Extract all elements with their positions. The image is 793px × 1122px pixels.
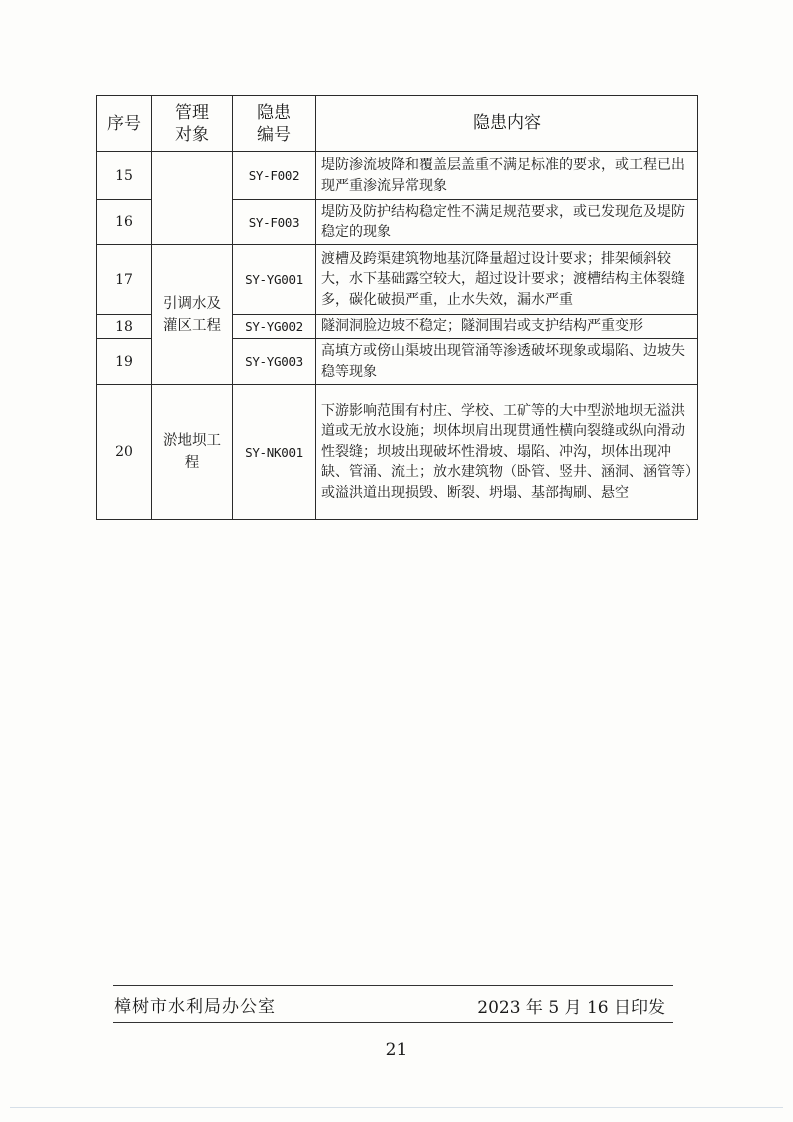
header-seq: 序号 [97, 96, 152, 152]
row-content: 堤防渗流坡降和覆盖层盖重不满足标准的要求，或工程已出现严重渗流异常现象 [316, 152, 698, 200]
page-number: 21 [385, 1040, 408, 1060]
row-code: SY-NK001 [233, 385, 316, 520]
row-seq: 20 [97, 385, 152, 520]
row-code: SY-YG001 [233, 245, 316, 315]
header-object: 管理对象 [152, 96, 233, 152]
scan-edge-line [10, 1107, 783, 1108]
row-content: 渡槽及跨渠建筑物地基沉降量超过设计要求；排架倾斜较大，水下基础露空较大，超过设计要求；渡槽结构主体裂缝多，碳化破损严重，止水失效，漏水严重 [316, 245, 698, 315]
footer-date: 2023 年 5 月 16 日印发 [477, 998, 665, 1018]
row-seq: 18 [97, 315, 152, 339]
row-content: 下游影响范围有村庄、学校、工矿等的大中型淤地坝无溢洪道或无放水设施；坝体坝肩出现贯通性横向裂缝或纵向滑动性裂缝；坝坡出现破坏性滑坡、塌陷、冲沟，坝体出现冲缺、管涌、流土；放水建筑物（卧管、竖井、涵洞、涵管等）或溢洪道出现损毁、断裂、坍塌、基部掏刷、悬空 [316, 385, 698, 520]
header-code: 隐患编号 [233, 96, 316, 152]
row-content: 隧洞洞脸边坡不稳定；隧洞围岩或支护结构严重变形 [316, 315, 698, 339]
hazard-table [96, 95, 698, 520]
row-code: SY-YG003 [233, 339, 316, 385]
footer-divider-top [113, 985, 673, 986]
table-header-row [97, 96, 698, 152]
row-seq: 15 [97, 152, 152, 200]
row-seq: 16 [97, 200, 152, 245]
row-content: 高填方或傍山渠坡出现管涌等渗透破坏现象或塌陷、边坡失稳等现象 [316, 339, 698, 385]
header-content: 隐患内容 [316, 96, 698, 152]
table-row [97, 385, 698, 520]
row-object: 引调水及灌区工程 [152, 245, 233, 385]
row-object: 淤地坝工程 [152, 385, 233, 520]
footer-issuer: 樟树市水利局办公室 [114, 997, 276, 1017]
row-code: SY-YG002 [233, 315, 316, 339]
row-code: SY-F002 [233, 152, 316, 200]
row-code: SY-F003 [233, 200, 316, 245]
row-seq: 17 [97, 245, 152, 315]
footer-divider-bottom [113, 1022, 673, 1023]
table-row [97, 152, 698, 200]
row-seq: 19 [97, 339, 152, 385]
row-content: 堤防及防护结构稳定性不满足规范要求，或已发现危及堤防稳定的现象 [316, 200, 698, 245]
row-object [152, 152, 233, 245]
table-row [97, 245, 698, 315]
